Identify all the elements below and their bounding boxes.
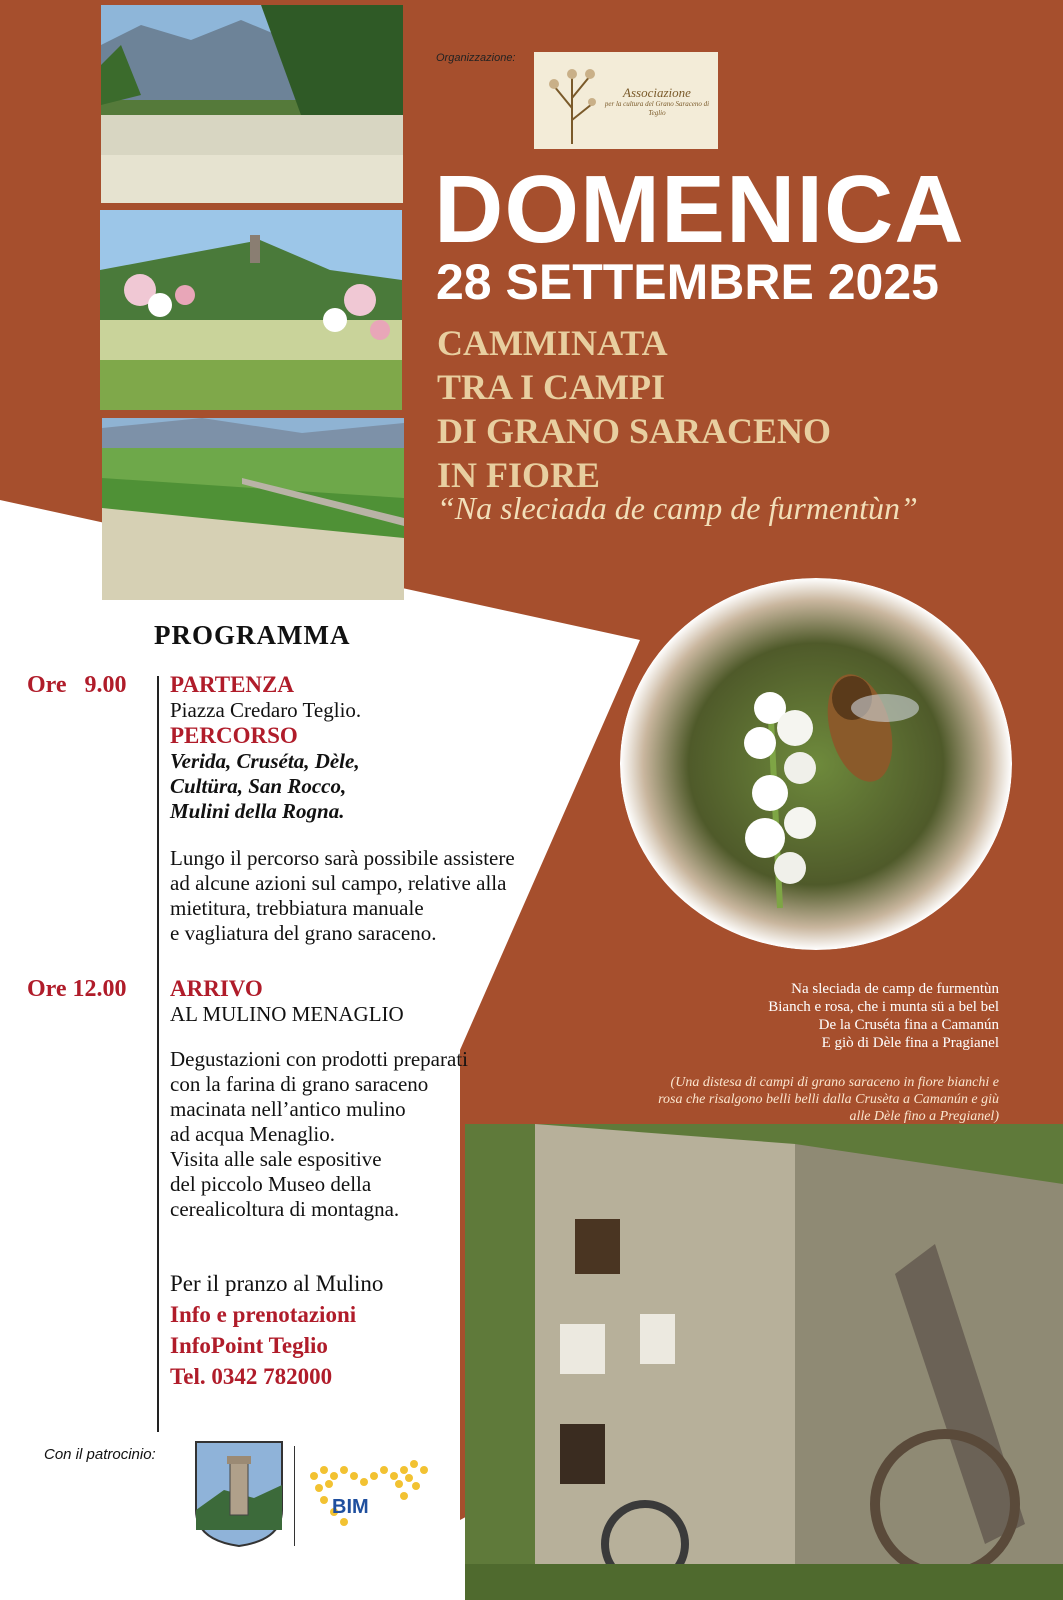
event-title-line: TRA I CAMPI xyxy=(437,367,666,407)
desc-line: Degustazioni con prodotti preparati xyxy=(170,1047,468,1071)
logo-text xyxy=(598,86,716,118)
route-label: PERCORSO xyxy=(170,723,298,748)
patronage-label: Con il patrocinio: xyxy=(44,1446,156,1463)
event-title-line: DI GRANO SARACENO xyxy=(437,411,832,451)
lunch-line: InfoPoint Teglio xyxy=(170,1333,328,1358)
photo-castle-flowers xyxy=(100,210,402,410)
lunch-line: Info e prenotazioni xyxy=(170,1302,357,1327)
program-divider xyxy=(157,676,159,1432)
logo-subtitle: per la cultura del Grano Saraceno di Teglio xyxy=(604,100,710,117)
photo-mountain-field xyxy=(101,5,403,203)
organizer-label: Organizzazione: xyxy=(436,52,516,64)
start-label: PARTENZA xyxy=(170,672,294,697)
desc-line: del piccolo Museo della xyxy=(170,1172,372,1196)
buckwheat-plant-icon xyxy=(542,58,602,144)
translation-line: alle Dèle fino a Pregianel) xyxy=(849,1109,999,1124)
logo-title: Associazione xyxy=(623,85,691,100)
event-quote: “Na sleciada de camp de furmentùn” xyxy=(437,490,918,526)
desc-line: con la farina di grano saraceno xyxy=(170,1072,429,1096)
desc-line: ad acqua Menaglio. xyxy=(170,1122,336,1146)
note-line: ad alcune azioni sul campo, relative alla xyxy=(170,871,507,895)
note-line: e vagliatura del grano saraceno. xyxy=(170,921,437,945)
logo-divider xyxy=(294,1446,295,1546)
headline-day: DOMENICA xyxy=(434,156,965,263)
arrival-label: ARRIVO xyxy=(170,976,263,1001)
poem-translation xyxy=(569,1074,999,1125)
poem-line: Bianch e rosa, che i munta sü a bel bel xyxy=(768,999,999,1015)
phone-number: Tel. 0342 782000 xyxy=(170,1364,333,1389)
lunch-line: Per il pranzo al Mulino xyxy=(170,1271,384,1296)
desc-line: macinata nell’antico mulino xyxy=(170,1097,406,1121)
poem-line: De la Cruséta fina a Camanún xyxy=(818,1017,999,1033)
desc-line: cerealicoltura di montagna. xyxy=(170,1197,400,1221)
start-place: Piazza Credaro Teglio. xyxy=(170,698,362,722)
program-title: PROGRAMMA xyxy=(154,620,351,650)
bim-label: BIM xyxy=(332,1496,369,1518)
event-title xyxy=(437,321,831,497)
poem xyxy=(579,980,999,1052)
route-line: Cultüra, San Rocco, xyxy=(170,774,347,798)
desc-line: Visita alle sale espositive xyxy=(170,1147,382,1171)
organizer-logo xyxy=(534,52,718,149)
time-slot-2: Ore 12.00 xyxy=(27,976,127,1002)
route-line: Mulini della Rogna. xyxy=(170,799,345,823)
poem-line: Na sleciada de camp de furmentùn xyxy=(791,981,999,997)
headline-date: 28 SETTEMBRE 2025 xyxy=(436,254,939,310)
translation-line: (Una distesa di campi di grano saraceno in fiore bianchi e xyxy=(670,1075,999,1090)
teglio-coat-of-arms-icon xyxy=(194,1440,284,1548)
event-title-line: IN FIORE xyxy=(437,455,601,495)
photo-green-fields xyxy=(102,418,404,600)
route-line: Verida, Cruséta, Dèle, xyxy=(170,749,360,773)
translation-line: rosa che risalgono belli belli dalla Crusèta a Camanún e giù xyxy=(658,1092,999,1107)
lunch-info xyxy=(170,1268,470,1392)
note-line: mietitura, trebbiatura manuale xyxy=(170,896,424,920)
bim-logo xyxy=(304,1456,434,1532)
poem-line: E giò di Dèle fina a Pragianel xyxy=(821,1035,999,1051)
photo-mulino-menaglio xyxy=(465,1124,1063,1600)
note-line: Lungo il percorso sarà possibile assistere xyxy=(170,846,515,870)
event-title-line: CAMMINATA xyxy=(437,323,668,363)
photo-bee-on-buckwheat xyxy=(620,578,1012,950)
slot-1-details xyxy=(170,672,610,946)
time-slot-1: Ore 9.00 xyxy=(27,672,127,698)
arrival-place: AL MULINO MENAGLIO xyxy=(170,1002,404,1026)
bim-dots-icon xyxy=(304,1456,434,1532)
